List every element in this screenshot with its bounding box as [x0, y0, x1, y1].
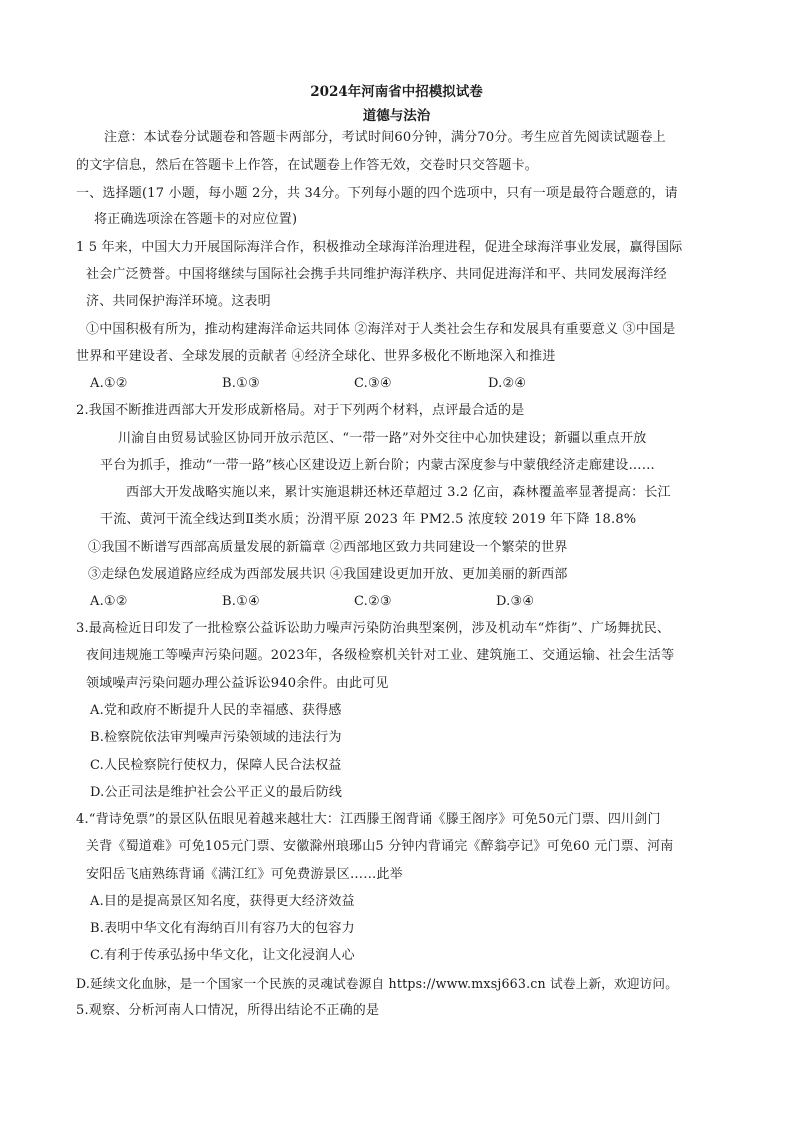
answer-option: D.公正司法是维护社会公平正义的最后防线	[90, 785, 343, 800]
question-stem: 夜间违规施工等噪声污染问题。2023年，各级检察机关针对工业、建筑施工、交通运输、社会生活等	[86, 648, 675, 663]
answer-option: C.有利于传承弘扬中华文化，让文化浸润人心	[90, 948, 355, 963]
material-line: 西部大开发战略实施以来，累计实施退耕还林还草超过 3.2 亿亩，森林覆盖率显著提高：长江	[126, 485, 671, 500]
answer-option: A.①②	[90, 594, 128, 609]
question-stem: 关背《蜀道难》可免105元门票、安徽滁州琅琊山5 分钟内背诵完《醉翁亭记》可免60 元门票、河南	[86, 839, 674, 854]
answer-option: B.检察院依法审判噪声污染领域的违法行为	[90, 730, 342, 745]
exam-title: 2024年河南省中招模拟试卷	[310, 84, 483, 100]
question-item: ③走绿色发展道路应经成为西部发展共识 ④我国建设更加开放、更加美丽的新西部	[88, 567, 568, 582]
question-stem: 1 5 年来，中国大力开展国际海洋合作，积极推动全球海洋治理进程，促进全球海洋事业发展，赢得国际	[76, 240, 683, 255]
question-item: ①我国不断谱写西部高质量发展的新篇章 ②西部地区致力共同建设一个繁荣的世界	[88, 540, 568, 555]
answer-option: D.③④	[496, 594, 535, 609]
question-stem: 3.最高检近日印发了一批检察公益诉讼助力噪声污染防治典型案例，涉及机动车“炸街”、广场舞扰民、	[76, 621, 671, 636]
question-stem: 2.我国不断推进西部大开发形成新格局。对于下列两个材料，点评最合适的是	[76, 403, 525, 418]
answer-option: B.①③	[222, 376, 260, 391]
answer-option: C.③④	[354, 376, 392, 391]
question-stem: 5.观察、分析河南人口情况，所得出结论不正确的是	[76, 1003, 380, 1018]
question-stem: 4.“背诗免票”的景区队伍眼见着越来越壮大：江西滕王阁背诵《滕王阁序》可免50元门票、四川剑门	[76, 812, 661, 827]
question-stem: 领域噪声污染问题办理公益诉讼940余件。由此可见	[86, 676, 389, 691]
section-heading: 将正确选项涂在答题卡的对应位置)	[94, 212, 298, 227]
question-stem: 社会广泛赞誉。中国将继续与国际社会携手共同维护海洋秩序、共同促进海洋和平、共同发展海洋经	[86, 267, 667, 282]
material-line: 川渝自由贸易试验区协同开放示范区、“一带一路”对外交往中心加快建设；新疆以重点开放	[118, 431, 647, 446]
question-stem: 安阳岳飞庙熟练背诵《满江红》可免费游景区……此举	[86, 867, 403, 882]
answer-option: C.人民检察院行使权力，保障人民合法权益	[90, 758, 342, 773]
question-item: 世界和平建设者、全球发展的贡献者 ④经济全球化、世界多极化不断地深入和推进	[76, 349, 556, 364]
answer-option: A.目的是提高景区知名度，获得更大经济效益	[90, 894, 355, 909]
subject-title: 道德与法治	[362, 108, 431, 124]
question-item: ①中国积极有所为，推动构建海洋命运共同体 ②海洋对于人类社会生存和发展具有重要意义 ③中国是	[86, 322, 676, 337]
answer-option: A.党和政府不断提升人民的幸福感、获得感	[90, 703, 342, 718]
answer-option: C.②③	[354, 594, 392, 609]
notice-line: 的文字信息，然后在答题卡上作答，在试题卷上作答无效，交卷时只交答题卡。	[76, 158, 539, 173]
material-line: 干流、黄河干流全线达到Ⅱ类水质；汾渭平原 2023 年 PM2.5 浓度较 2019 年下降 18.8%	[100, 512, 637, 527]
answer-option: D.②④	[488, 376, 527, 391]
answer-option: D.延续文化血脉，是一个国家一个民族的灵魂试卷源自 https://www.mxsj663.cn 试卷上新，欢迎访问。	[76, 976, 679, 991]
material-line: 平台为抓手，推动“一带一路”核心区建设迈上新台阶；内蒙古深度参与中蒙俄经济走廊建设……	[100, 458, 655, 473]
answer-option: B.①④	[222, 594, 260, 609]
notice-line: 注意：本试卷分试题卷和答题卡两部分，考试时间60分钟，满分70分。考生应首先阅读试题卷上	[104, 130, 666, 145]
section-heading: 一、选择题(17 小题，每小题 2分，共 34分。下列每小题的四个选项中，只有一项是最符合题意的，请	[76, 186, 678, 201]
answer-option: B.表明中华文化有海纳百川有容乃大的包容力	[90, 921, 355, 936]
answer-option: A.①②	[90, 376, 128, 391]
question-stem: 济、共同保护海洋环境。这表明	[86, 294, 271, 309]
